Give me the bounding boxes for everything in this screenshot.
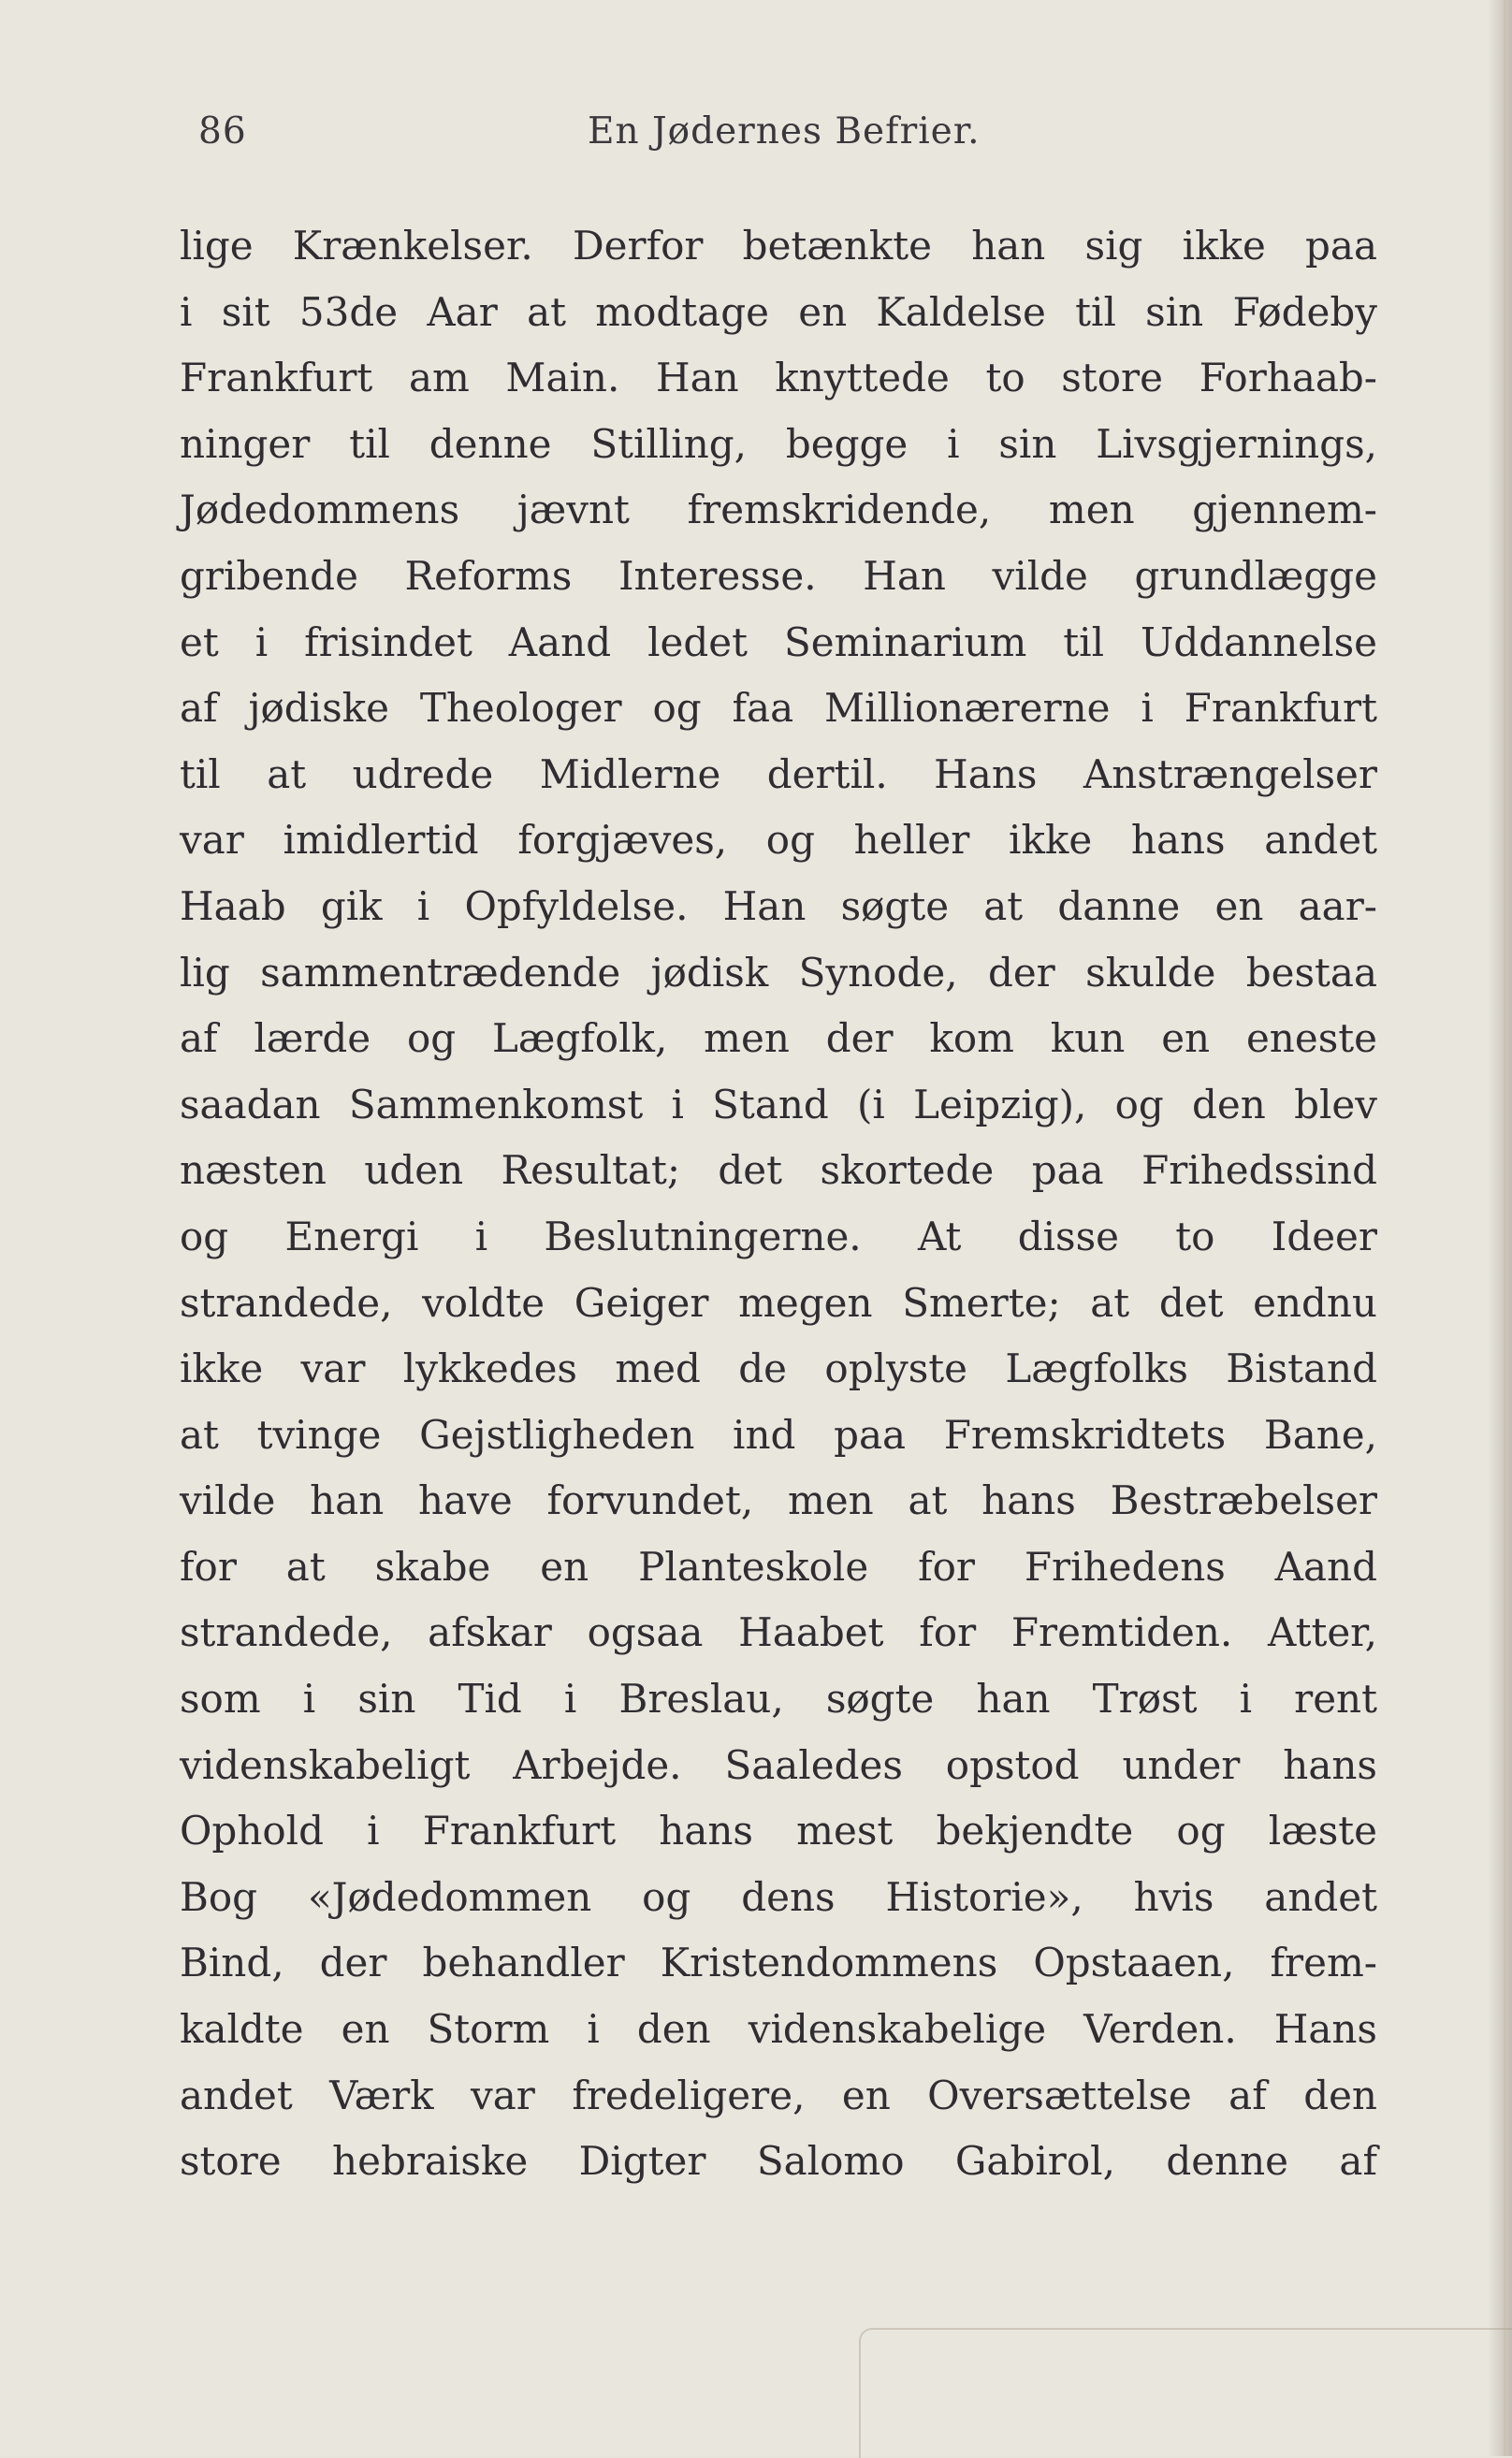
text-line: til at udrede Midlerne dertil. Hans Anstrængelser: [180, 750, 1377, 797]
text-line: for at skabe en Planteskole for Frihedens Aand: [180, 1543, 1377, 1590]
page-number: 86: [198, 110, 247, 153]
text-line: at tvinge Gejstligheden ind paa Fremskridtets Bane,: [180, 1411, 1377, 1458]
text-line: andet Værk var fredeligere, en Oversættelse af den: [180, 2072, 1377, 2118]
text-line: i sit 53de Aar at modtage en Kaldelse til sin Fødeby: [180, 288, 1377, 335]
text-line: Bind, der behandler Kristendommens Opstaaen, frem-: [180, 1940, 1377, 1986]
text-line: ikke var lykkedes med de oplyste Lægfolks Bistand: [180, 1345, 1377, 1392]
text-line: store hebraiske Digter Salomo Gabirol, denne af: [180, 2138, 1377, 2185]
text-line: lige Krænkelser. Derfor betænkte han sig ikke paa: [180, 223, 1377, 269]
text-line: Haab gik i Opfyldelse. Han søgte at danne en aar-: [180, 882, 1377, 929]
text-line: saadan Sammenkomst i Stand (i Leipzig), og den blev: [180, 1081, 1377, 1127]
text-line: kaldte en Storm i den videnskabelige Verden. Hans: [180, 2006, 1377, 2053]
text-line: næsten uden Resultat; det skortede paa Frihedssind: [180, 1147, 1377, 1194]
running-title: En Jødernes Befrier.: [588, 110, 981, 153]
text-line: var imidlertid forgjæves, og heller ikke hans andet: [180, 817, 1377, 864]
text-line: strandede, afskar ogsaa Haabet for Fremtiden. Atter,: [180, 1609, 1377, 1656]
text-line: et i frisindet Aand ledet Seminarium til Uddannelse: [180, 618, 1377, 665]
text-line: vilde han have forvundet, men at hans Bestræbelser: [180, 1477, 1377, 1524]
text-line: gribende Reforms Interesse. Han vilde grundlægge: [180, 552, 1377, 599]
text-line: lig sammentrædende jødisk Synode, der skulde bestaa: [180, 949, 1377, 996]
page-edge-shadow: [1488, 0, 1512, 2456]
text-line: Frankfurt am Main. Han knyttede to store Forhaab-: [180, 355, 1377, 401]
page-edge-line: [1504, 0, 1506, 2456]
text-line: af lærde og Lægfolk, men der kom kun en eneste: [180, 1015, 1377, 1062]
text-line: ninger til denne Stilling, begge i sin Livsgjernings,: [180, 420, 1377, 467]
text-line: og Energi i Beslutningerne. At disse to Ideer: [180, 1213, 1377, 1259]
paper-crease: [859, 2328, 1512, 2458]
text-line: videnskabeligt Arbejde. Saaledes opstod under hans: [180, 1741, 1377, 1788]
body-text: [180, 213, 1377, 2195]
running-head: [0, 110, 1512, 167]
text-line: Ophold i Frankfurt hans mest bekjendte og læste: [180, 1808, 1377, 1854]
text-line: Jødedommens jævnt fremskridende, men gjennem-: [180, 487, 1377, 533]
text-line: som i sin Tid i Breslau, søgte han Trøst i rent: [180, 1676, 1377, 1723]
text-line: strandede, voldte Geiger megen Smerte; at det endnu: [180, 1279, 1377, 1326]
text-line: Bog «Jødedommen og dens Historie», hvis andet: [180, 1873, 1377, 1920]
text-line: af jødiske Theologer og faa Millionærerne i Frankfurt: [180, 685, 1377, 732]
